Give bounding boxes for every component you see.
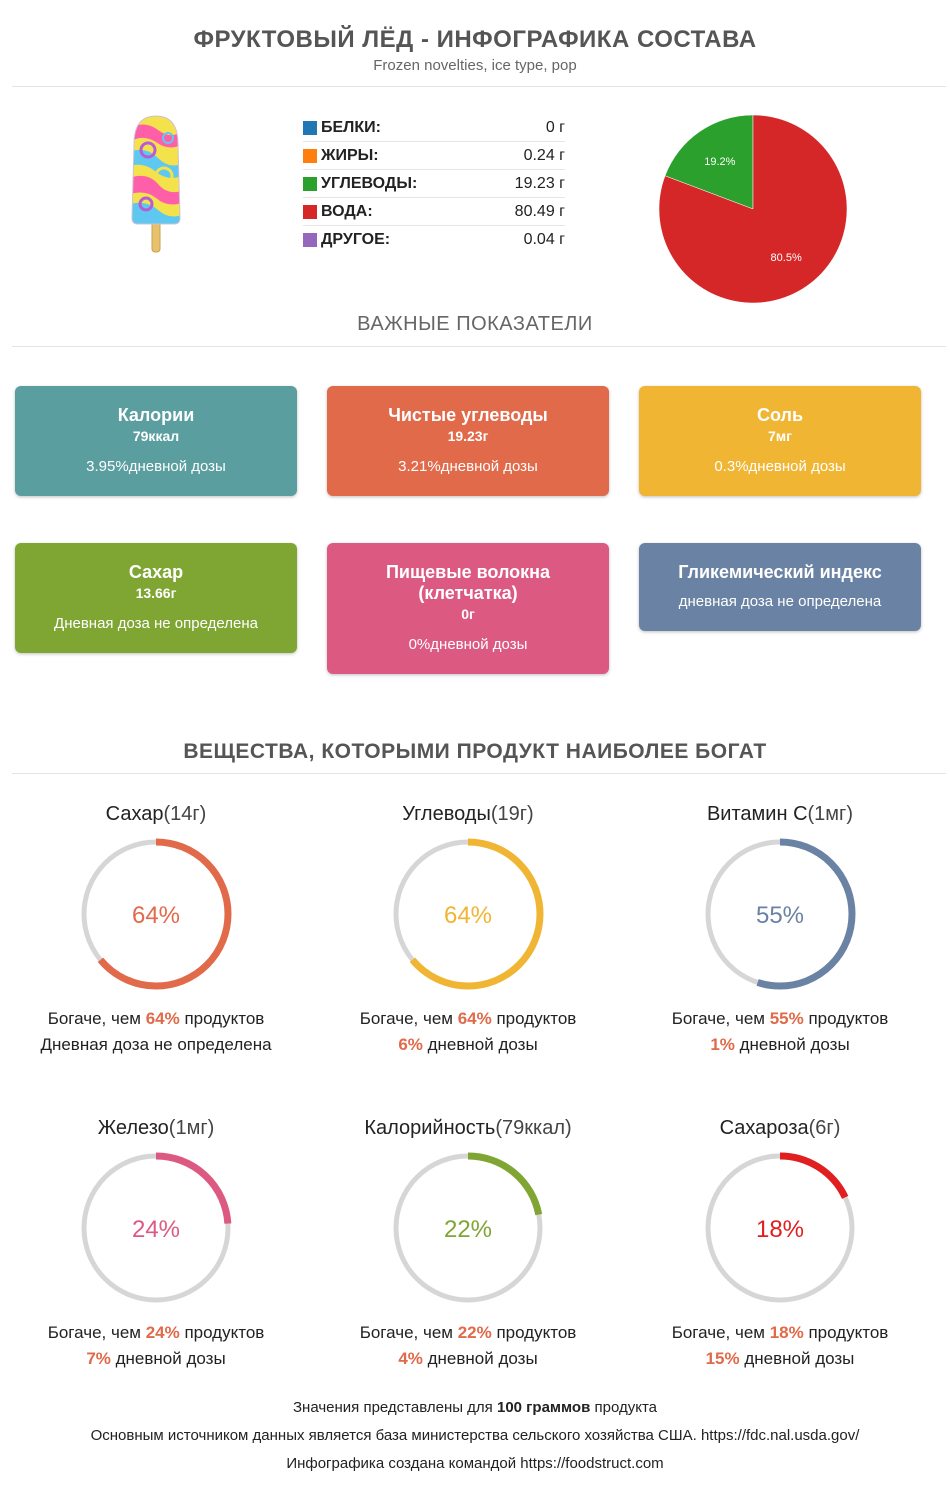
nutrient-title (630, 1114, 930, 1142)
nutrient-title (630, 800, 930, 828)
macro-value: 0 г (545, 118, 565, 136)
richer-pct: 24% (145, 1323, 180, 1342)
richer-pre: Богаче, чем (671, 1323, 770, 1342)
macro-row-fat (303, 142, 565, 170)
daily-value-line (6, 1032, 306, 1058)
macro-row-water (303, 198, 565, 226)
richer-post: продуктов (803, 1323, 889, 1342)
rich-nutrient-item (6, 1114, 306, 1372)
card-dv-text: дневной дозы (128, 458, 226, 475)
richer-than-line (630, 1320, 930, 1346)
richer-than-line (318, 1006, 618, 1032)
dv-pct: 7% (86, 1349, 111, 1368)
dv-text: дневной дозы (734, 1035, 850, 1054)
card-daily-value (15, 458, 297, 475)
nutrient-name: Сахар (105, 803, 164, 825)
macro-row-other (303, 226, 565, 254)
rich-nutrient-item (630, 800, 930, 1058)
card-title: Соль (756, 405, 804, 425)
section-title-rich-in: ВЕЩЕСТВА, КОТОРЫМИ ПРОДУКТ НАИБОЛЕЕ БОГАТ (183, 740, 767, 763)
footer-bold: 100 граммов (496, 1399, 591, 1416)
card-salt (639, 386, 921, 496)
richer-pre: Богаче, чем (47, 1323, 146, 1342)
footer-credit: Инфографика создана командой https://foodstruct.com (286, 1455, 664, 1472)
card-dv-text: Дневная доза не определена (54, 615, 258, 632)
divider (12, 346, 946, 347)
dv-pct: 1% (710, 1035, 735, 1054)
nutrient-amount: (1мг) (807, 803, 854, 825)
card-title: Калории (117, 405, 195, 425)
macro-name: УГЛЕВОДЫ: (321, 174, 418, 192)
card-net-carbs (327, 386, 609, 496)
richer-than-line (6, 1006, 306, 1032)
richer-post: продуктов (179, 1009, 265, 1028)
card-title: Пищевые волокна (клетчатка) (385, 562, 551, 603)
dv-pct: 15% (705, 1349, 740, 1368)
dv-text: дневной дозы (422, 1035, 538, 1054)
nutrient-name: Витамин C (706, 803, 808, 825)
dv-text: дневной дозы (422, 1349, 538, 1368)
nutrient-amount: (6г) (808, 1117, 841, 1139)
nutrient-title (318, 1114, 618, 1142)
divider (12, 773, 946, 774)
footer-serving-note (0, 1399, 950, 1416)
percent-ring (700, 834, 860, 994)
pie-slice-label: 80.5% (770, 251, 802, 264)
card-value: 0г (461, 606, 475, 622)
macro-name: БЕЛКИ: (321, 118, 381, 136)
carbs-swatch (303, 177, 317, 191)
macro-name: ДРУГОЕ: (321, 231, 391, 248)
richer-pre: Богаче, чем (359, 1009, 458, 1028)
card-daily-value (639, 593, 921, 610)
card-value: 13.66г (135, 585, 177, 601)
dv-text: дневной дозы (110, 1349, 226, 1368)
daily-value-line (6, 1346, 306, 1372)
richer-pre: Богаче, чем (359, 1323, 458, 1342)
percent-ring (388, 834, 548, 994)
card-daily-value (327, 458, 609, 475)
card-dv-text: дневной дозы (430, 636, 528, 653)
nutrient-title (6, 800, 306, 828)
composition-pie-chart (658, 114, 848, 304)
nutrient-name: Сахароза (719, 1117, 809, 1139)
richer-than-line (6, 1320, 306, 1346)
nutrient-title (318, 800, 618, 828)
card-dv-pct: 3.21% (398, 458, 441, 475)
percent-ring (700, 1148, 860, 1308)
rich-nutrient-item (6, 800, 306, 1058)
footer-text: продукта (590, 1399, 657, 1416)
card-value: 79ккал (132, 428, 180, 444)
macro-value: 0.24 г (523, 146, 565, 164)
card-dv-pct: 0.3% (714, 458, 749, 475)
daily-value-line (630, 1032, 930, 1058)
macro-name: ВОДА: (321, 202, 373, 220)
card-dv-text: дневная доза не определена (678, 593, 882, 610)
nutrient-amount: (79ккал) (495, 1117, 572, 1139)
richer-pct: 55% (769, 1009, 804, 1028)
card-dv-pct: 0% (408, 636, 431, 653)
daily-value-line (318, 1346, 618, 1372)
macro-row-carbs (303, 170, 565, 198)
macro-name: ЖИРЫ: (321, 146, 379, 164)
richer-than-line (318, 1320, 618, 1346)
macro-table (303, 114, 565, 254)
card-glycemic-index (639, 543, 921, 631)
card-title: Сахар (128, 562, 184, 582)
dv-pct: 4% (398, 1349, 423, 1368)
macro-value: 80.49 г (514, 202, 565, 220)
card-sugar (15, 543, 297, 653)
rich-nutrient-item (630, 1114, 930, 1372)
macro-row-protein (303, 114, 565, 142)
richer-pct: 22% (457, 1323, 492, 1342)
richer-pct: 64% (145, 1009, 180, 1028)
richer-pre: Богаче, чем (47, 1009, 146, 1028)
ring-percent-label: 18% (755, 1216, 805, 1243)
nutrient-amount: (1мг) (168, 1117, 215, 1139)
card-value: 19.23г (447, 428, 489, 444)
protein-swatch (303, 121, 317, 135)
card-fiber (327, 543, 609, 674)
ring-percent-label: 24% (131, 1216, 181, 1243)
nutrient-name: Железо (97, 1117, 169, 1139)
richer-pct: 64% (457, 1009, 492, 1028)
ring-percent-label: 55% (755, 902, 805, 929)
nutrient-amount: (14г) (163, 803, 207, 825)
dv-text: дневной дозы (739, 1349, 855, 1368)
macro-value: 19.23 г (514, 174, 565, 192)
rich-nutrient-item (318, 1114, 618, 1372)
richer-post: продуктов (491, 1323, 577, 1342)
divider (12, 86, 946, 87)
percent-ring (388, 1148, 548, 1308)
card-calories (15, 386, 297, 496)
water-swatch (303, 205, 317, 219)
richer-post: продуктов (491, 1009, 577, 1028)
percent-ring (76, 834, 236, 994)
footer-source: Основным источником данных является база министерства сельского хозяйства США. https://fdc.nal.usda.gov/ (90, 1427, 860, 1444)
page-title: ФРУКТОВЫЙ ЛЁД - ИНФОГРАФИКА СОСТАВА (193, 26, 757, 53)
card-daily-value (15, 615, 297, 632)
fat-swatch (303, 149, 317, 163)
popsicle-image (128, 114, 184, 254)
other-swatch (303, 233, 317, 247)
richer-post: продуктов (179, 1323, 265, 1342)
rich-nutrient-item (318, 800, 618, 1058)
card-dv-text: дневной дозы (748, 458, 846, 475)
nutrient-amount: (19г) (490, 803, 534, 825)
card-dv-pct: 3.95% (86, 458, 129, 475)
card-title: Гликемический индекс (678, 562, 882, 582)
dv-pct: 6% (398, 1035, 423, 1054)
ring-percent-label: 22% (443, 1216, 493, 1243)
richer-post: продуктов (803, 1009, 889, 1028)
percent-ring (76, 1148, 236, 1308)
richer-pre: Богаче, чем (671, 1009, 770, 1028)
card-title: Чистые углеводы (388, 405, 548, 425)
nutrient-name: Углеводы (402, 803, 491, 825)
ring-percent-label: 64% (443, 902, 493, 929)
pie-slice-label: 19.2% (704, 156, 736, 169)
nutrient-title (6, 1114, 306, 1142)
nutrient-name: Калорийность (364, 1117, 496, 1139)
richer-than-line (630, 1006, 930, 1032)
card-daily-value (639, 458, 921, 475)
card-daily-value (327, 636, 609, 653)
card-value: 7мг (768, 428, 792, 444)
footer-text: Значения представлены для (292, 1399, 497, 1416)
richer-pct: 18% (769, 1323, 804, 1342)
daily-value-line (318, 1032, 618, 1058)
macro-value: 0.04 г (523, 231, 565, 248)
card-dv-text: дневной дозы (440, 458, 538, 475)
section-title-key-metrics: ВАЖНЫЕ ПОКАЗАТЕЛИ (357, 313, 593, 335)
dv-text: Дневная доза не определена (40, 1035, 272, 1054)
ring-percent-label: 64% (131, 902, 181, 929)
daily-value-line (630, 1346, 930, 1372)
page-subtitle: Frozen novelties, ice type, pop (373, 57, 577, 74)
